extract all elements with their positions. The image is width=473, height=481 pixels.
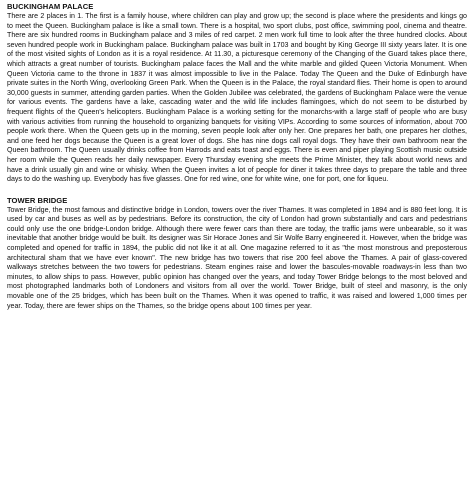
- section-spacer: [7, 185, 467, 196]
- buckingham-palace-section: [7, 2, 467, 185]
- section-body: Tower Bridge, the most famous and distinctive bridge in London, towers over the river Thames. It was completed in 1894 and is 880 feet long. It is used by car and buses as well as by pedestrians. Before its construction, the city of London had grown substantially and cars and pedestrians could only use the one bridge-London bridge. Although there were fewer cars than there are today, the traffic jams were unbearable, so it was inevitable that another bridge would be built. Its designer was Sir Horace Jones and Sir Wolfe Barry engineered it. However, when the bridge was completed and opened for traffic in 1894, the public did not like it at all. One magazine referred to it as "the most monstrous and preposterous architectural sham that we have ever known". The new bridge has two towers that rise 200 feel above the Thames. A pair of glass-covered walkways stretches between the two towers for pedestrians. Steam engines raise and lower the bascules-movable roadways-in less than two minutes, to allow ships to pass. However, public opinion has changed over the years, and today Tower Bridge belongs to the most beloved and most photographed landmarks both of Londoners and visitors from all over the world. Tower Bridge, built of steel and masonry, is the only movable one of the 25 bridges, which has been built on the Thames. When it was opened to traffic, it was raised and lowered 1,000 times per year. Today, there are fewer ships on the Thames, so the bridge opens about 100 times per year.: [7, 205, 467, 310]
- section-title: TOWER BRIDGE: [7, 195, 68, 205]
- section-body: There are 2 places in 1. The first is a family house, where children can play and grow up; the second is place where the presidents and kings go to meet the Queen. Buckingham palace is like a small town. There is a hospital, two sport clubs, post office, swimming pool, cinema and theatre. There are six hundred rooms in Buckingham palace and 3 miles of red carpet. 2 men work full time to look after the three hundred clocks. About seven hundred people work in Buckingham palace. Buckingham palace was built in 1703 and bought by King George III sixty years later. It is one of the most visited sights of London as it is a royal residence. At 11.30, a picturesque ceremony of the Changing of the Guard takes place there, which attracts a great number of tourists. Buckingham palace faces the Mall and the white marble and gilded Queen Victoria Monument. When Queen Victoria came to the throne in 1837 it was almost impossible to live in the Palace. Today The Queen and the Duke of Edinburgh have private suites in the North Wing, overlooking Green Park. When the Queen is in the Palace, the royal standard flies. Their home is open to around 30,000 guests in summer, attending garden parties. When the Golden Jubilee was celebrated, the gardens of Buckingham Palace were the venue for various events. The gardens have a lake, cascading water and the wild life includes flamingoes, which do not seem to be disturbed by frequent flights of the Queen's helicopters. Buckingham Palace is a working setting for the monarchs-with a large staff of people who are busy with various activities from running the household to organizing banquets for visiting VIPs. According to some sources of information, about 700 people work there. When the Queen gets up in the morning, seven people look after only her. One prepares her bath, one prepares her clothes, and one feed her dogs because the Queen is a great lover of dogs. She has nine dogs call royal dogs. They have their own bathroom near the Queen bathroom. The Queen usually drinks coffee from Harrods and eats toast and eggs. There is even and piper playing Scottish music outside her room while the Queen reads her daily newspaper. Every Thursday evening she meets the Prime Minister, they talk about world news and have a drink usually gin and wine or whisky. When the Queen invites a lot of people for diner it takes three days to prepare the table and three days to do the washing up. Everybody has five glasses. One for red wine, one for white wine, one for port, one for liqueu.: [7, 12, 467, 184]
- section-title: BUCKINGHAM PALACE: [7, 2, 94, 11]
- tower-bridge-section: [7, 196, 467, 312]
